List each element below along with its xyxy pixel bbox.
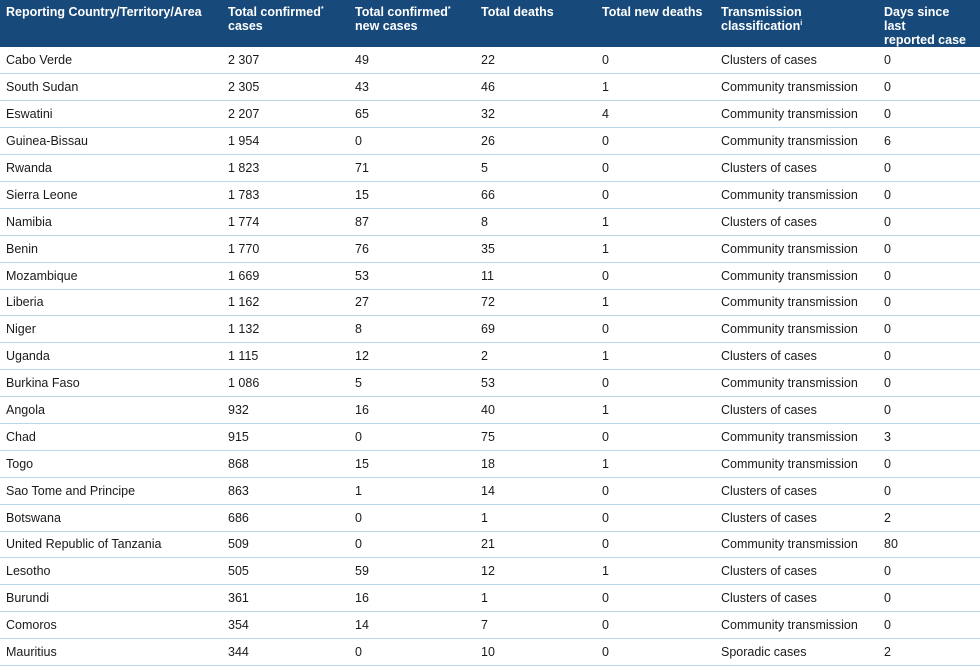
days-since-cell: 2 xyxy=(878,639,980,666)
total-cases-cell: 868 xyxy=(222,450,349,477)
new-deaths-cell: 0 xyxy=(596,316,715,343)
table-row xyxy=(0,181,980,208)
new-deaths-cell: 1 xyxy=(596,343,715,370)
table-row xyxy=(0,585,980,612)
total-cases-cell: 509 xyxy=(222,531,349,558)
new-cases-cell: 16 xyxy=(349,585,475,612)
total-deaths-cell: 22 xyxy=(475,47,596,74)
transmission-cell: Community transmission xyxy=(715,101,878,128)
table-row xyxy=(0,343,980,370)
days-since-cell: 0 xyxy=(878,585,980,612)
transmission-cell: Clusters of cases xyxy=(715,477,878,504)
country-cell: Botswana xyxy=(0,504,222,531)
country-cell: Mauritius xyxy=(0,639,222,666)
new-cases-cell: 71 xyxy=(349,155,475,182)
transmission-cell: Community transmission xyxy=(715,531,878,558)
new-cases-cell: 87 xyxy=(349,208,475,235)
total-deaths-cell: 14 xyxy=(475,477,596,504)
transmission-cell: Clusters of cases xyxy=(715,504,878,531)
header-total-confirmed-cases: Total confirmed* cases xyxy=(228,5,324,33)
new-cases-cell: 0 xyxy=(349,423,475,450)
country-cell: Angola xyxy=(0,397,222,424)
table-row xyxy=(0,423,980,450)
new-deaths-cell: 0 xyxy=(596,585,715,612)
total-deaths-cell: 32 xyxy=(475,101,596,128)
total-cases-cell: 1 162 xyxy=(222,289,349,316)
total-cases-cell: 1 823 xyxy=(222,155,349,182)
transmission-cell: Clusters of cases xyxy=(715,155,878,182)
total-cases-cell: 863 xyxy=(222,477,349,504)
days-since-cell: 0 xyxy=(878,47,980,74)
days-since-cell: 0 xyxy=(878,262,980,289)
new-deaths-cell: 1 xyxy=(596,450,715,477)
new-deaths-cell: 0 xyxy=(596,128,715,155)
total-cases-cell: 1 115 xyxy=(222,343,349,370)
country-cell: Eswatini xyxy=(0,101,222,128)
days-since-cell: 0 xyxy=(878,477,980,504)
transmission-cell: Community transmission xyxy=(715,370,878,397)
new-cases-cell: 5 xyxy=(349,370,475,397)
new-deaths-cell: 1 xyxy=(596,208,715,235)
table-row xyxy=(0,262,980,289)
total-deaths-cell: 18 xyxy=(475,450,596,477)
new-deaths-cell: 0 xyxy=(596,181,715,208)
transmission-cell: Community transmission xyxy=(715,181,878,208)
new-deaths-cell: 0 xyxy=(596,504,715,531)
new-deaths-cell: 0 xyxy=(596,423,715,450)
transmission-cell: Community transmission xyxy=(715,74,878,101)
days-since-cell: 0 xyxy=(878,181,980,208)
new-cases-cell: 12 xyxy=(349,343,475,370)
new-deaths-cell: 1 xyxy=(596,289,715,316)
transmission-cell: Community transmission xyxy=(715,128,878,155)
total-cases-cell: 1 669 xyxy=(222,262,349,289)
total-deaths-cell: 2 xyxy=(475,343,596,370)
transmission-cell: Community transmission xyxy=(715,423,878,450)
country-cell: Mozambique xyxy=(0,262,222,289)
new-deaths-cell: 1 xyxy=(596,235,715,262)
total-deaths-cell: 8 xyxy=(475,208,596,235)
country-cell: Liberia xyxy=(0,289,222,316)
table-row xyxy=(0,477,980,504)
new-cases-cell: 65 xyxy=(349,101,475,128)
new-deaths-cell: 0 xyxy=(596,262,715,289)
country-cell: Burkina Faso xyxy=(0,370,222,397)
new-cases-cell: 59 xyxy=(349,558,475,585)
total-deaths-cell: 75 xyxy=(475,423,596,450)
header-total-deaths: Total deaths xyxy=(481,5,554,19)
days-since-cell: 0 xyxy=(878,101,980,128)
country-cell: South Sudan xyxy=(0,74,222,101)
total-cases-cell: 505 xyxy=(222,558,349,585)
table-row xyxy=(0,235,980,262)
country-cell: Uganda xyxy=(0,343,222,370)
new-cases-cell: 14 xyxy=(349,612,475,639)
new-deaths-cell: 1 xyxy=(596,74,715,101)
table-row xyxy=(0,74,980,101)
transmission-cell: Community transmission xyxy=(715,450,878,477)
total-deaths-cell: 21 xyxy=(475,531,596,558)
days-since-cell: 80 xyxy=(878,531,980,558)
table-row xyxy=(0,316,980,343)
table-row xyxy=(0,128,980,155)
table-row xyxy=(0,47,980,74)
country-cell: Cabo Verde xyxy=(0,47,222,74)
new-deaths-cell: 4 xyxy=(596,101,715,128)
total-cases-cell: 1 086 xyxy=(222,370,349,397)
days-since-cell: 3 xyxy=(878,423,980,450)
total-cases-cell: 686 xyxy=(222,504,349,531)
total-deaths-cell: 40 xyxy=(475,397,596,424)
transmission-cell: Community transmission xyxy=(715,289,878,316)
new-cases-cell: 43 xyxy=(349,74,475,101)
total-deaths-cell: 1 xyxy=(475,504,596,531)
table-row xyxy=(0,370,980,397)
total-deaths-cell: 66 xyxy=(475,181,596,208)
days-since-cell: 0 xyxy=(878,74,980,101)
table-row xyxy=(0,208,980,235)
total-cases-cell: 2 307 xyxy=(222,47,349,74)
new-cases-cell: 76 xyxy=(349,235,475,262)
total-deaths-cell: 7 xyxy=(475,612,596,639)
country-cell: Burundi xyxy=(0,585,222,612)
transmission-cell: Clusters of cases xyxy=(715,585,878,612)
new-cases-cell: 1 xyxy=(349,477,475,504)
country-cell: Namibia xyxy=(0,208,222,235)
country-cell: Rwanda xyxy=(0,155,222,182)
table-row xyxy=(0,531,980,558)
total-deaths-cell: 69 xyxy=(475,316,596,343)
new-deaths-cell: 0 xyxy=(596,612,715,639)
header-transmission-classification: Transmission classification$^i$ xyxy=(721,5,803,33)
total-deaths-cell: 72 xyxy=(475,289,596,316)
new-cases-cell: 49 xyxy=(349,47,475,74)
new-cases-cell: 0 xyxy=(349,531,475,558)
days-since-cell: 0 xyxy=(878,450,980,477)
table-row xyxy=(0,639,980,666)
total-cases-cell: 1 783 xyxy=(222,181,349,208)
country-cell: Guinea-Bissau xyxy=(0,128,222,155)
new-deaths-cell: 0 xyxy=(596,531,715,558)
total-deaths-cell: 5 xyxy=(475,155,596,182)
new-deaths-cell: 0 xyxy=(596,477,715,504)
table-body xyxy=(0,47,980,665)
total-cases-cell: 344 xyxy=(222,639,349,666)
total-deaths-cell: 12 xyxy=(475,558,596,585)
new-cases-cell: 27 xyxy=(349,289,475,316)
new-deaths-cell: 1 xyxy=(596,397,715,424)
country-cell: Chad xyxy=(0,423,222,450)
total-deaths-cell: 10 xyxy=(475,639,596,666)
total-cases-cell: 915 xyxy=(222,423,349,450)
country-cell: United Republic of Tanzania xyxy=(0,531,222,558)
days-since-cell: 6 xyxy=(878,128,980,155)
country-cell: Sierra Leone xyxy=(0,181,222,208)
header-total-new-deaths: Total new deaths xyxy=(602,5,703,19)
total-cases-cell: 2 305 xyxy=(222,74,349,101)
new-deaths-cell: 0 xyxy=(596,639,715,666)
transmission-cell: Community transmission xyxy=(715,235,878,262)
total-cases-cell: 1 770 xyxy=(222,235,349,262)
transmission-cell: Clusters of cases xyxy=(715,397,878,424)
country-cell: Sao Tome and Principe xyxy=(0,477,222,504)
total-cases-cell: 1 132 xyxy=(222,316,349,343)
days-since-cell: 0 xyxy=(878,612,980,639)
total-cases-cell: 1 774 xyxy=(222,208,349,235)
new-cases-cell: 0 xyxy=(349,504,475,531)
total-cases-cell: 354 xyxy=(222,612,349,639)
table-row xyxy=(0,504,980,531)
table-row xyxy=(0,101,980,128)
new-cases-cell: 8 xyxy=(349,316,475,343)
transmission-cell: Community transmission xyxy=(715,316,878,343)
transmission-cell: Sporadic cases xyxy=(715,639,878,666)
days-since-cell: 2 xyxy=(878,504,980,531)
table-row xyxy=(0,450,980,477)
days-since-cell: 0 xyxy=(878,370,980,397)
new-deaths-cell: 0 xyxy=(596,155,715,182)
total-cases-cell: 1 954 xyxy=(222,128,349,155)
days-since-cell: 0 xyxy=(878,343,980,370)
country-cell: Comoros xyxy=(0,612,222,639)
header-country: Reporting Country/Territory/Area xyxy=(6,5,202,19)
total-deaths-cell: 35 xyxy=(475,235,596,262)
transmission-cell: Clusters of cases xyxy=(715,208,878,235)
total-deaths-cell: 26 xyxy=(475,128,596,155)
header-days-since-last-case: Days since last reported case xyxy=(884,5,966,47)
new-cases-cell: 0 xyxy=(349,639,475,666)
total-deaths-cell: 11 xyxy=(475,262,596,289)
new-cases-cell: 0 xyxy=(349,128,475,155)
table-row xyxy=(0,155,980,182)
table-row xyxy=(0,612,980,639)
country-cell: Togo xyxy=(0,450,222,477)
days-since-cell: 0 xyxy=(878,208,980,235)
transmission-cell: Clusters of cases xyxy=(715,343,878,370)
days-since-cell: 0 xyxy=(878,289,980,316)
days-since-cell: 0 xyxy=(878,558,980,585)
header-total-confirmed-new-cases: Total confirmed* new cases xyxy=(355,5,451,33)
transmission-cell: Community transmission xyxy=(715,612,878,639)
new-deaths-cell: 0 xyxy=(596,47,715,74)
total-cases-cell: 361 xyxy=(222,585,349,612)
days-since-cell: 0 xyxy=(878,397,980,424)
new-cases-cell: 15 xyxy=(349,181,475,208)
total-deaths-cell: 53 xyxy=(475,370,596,397)
days-since-cell: 0 xyxy=(878,155,980,182)
table-row xyxy=(0,558,980,585)
new-cases-cell: 15 xyxy=(349,450,475,477)
table-row xyxy=(0,289,980,316)
country-cell: Benin xyxy=(0,235,222,262)
new-deaths-cell: 1 xyxy=(596,558,715,585)
new-deaths-cell: 0 xyxy=(596,370,715,397)
days-since-cell: 0 xyxy=(878,235,980,262)
total-cases-cell: 932 xyxy=(222,397,349,424)
new-cases-cell: 16 xyxy=(349,397,475,424)
transmission-cell: Community transmission xyxy=(715,262,878,289)
new-cases-cell: 53 xyxy=(349,262,475,289)
total-cases-cell: 2 207 xyxy=(222,101,349,128)
total-deaths-cell: 1 xyxy=(475,585,596,612)
country-cell: Niger xyxy=(0,316,222,343)
total-deaths-cell: 46 xyxy=(475,74,596,101)
country-cell: Lesotho xyxy=(0,558,222,585)
table-row xyxy=(0,397,980,424)
days-since-cell: 0 xyxy=(878,316,980,343)
table-header-row xyxy=(0,0,980,47)
transmission-cell: Clusters of cases xyxy=(715,47,878,74)
transmission-cell: Clusters of cases xyxy=(715,558,878,585)
